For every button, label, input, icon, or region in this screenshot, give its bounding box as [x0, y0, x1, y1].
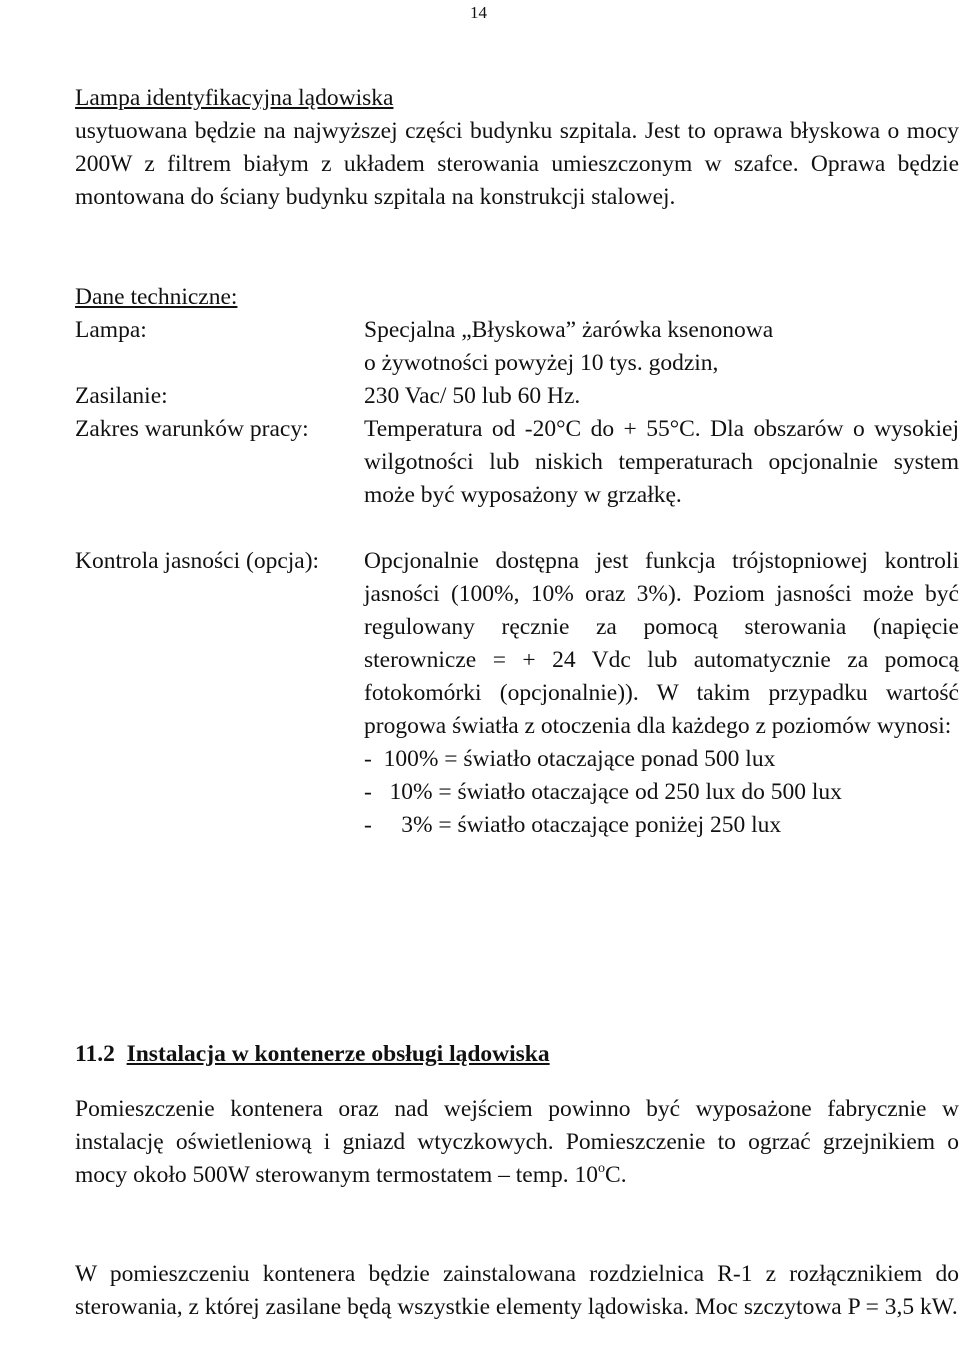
section-heading — [75, 1038, 959, 1071]
container-paragraph-1-end: C. — [605, 1162, 627, 1188]
section-number: 11.2 — [75, 1041, 115, 1067]
spec-label-zakres: Zakres warunków pracy: — [75, 416, 309, 442]
level-item-100: - 100% = światło otaczające ponad 500 lux — [364, 746, 776, 772]
tech-data-title: Dane techniczne: — [75, 284, 238, 310]
spec-value-kontrola — [364, 545, 959, 842]
spec-value-lampa-line1: Specjalna „Błyskowa” żarówka ksenonowa — [364, 317, 774, 343]
level-item-10: - 10% = światło otaczające od 250 lux do 500 lux — [364, 779, 842, 805]
spec-value-zakres: Temperatura od -20°C do + 55°C. Dla obszarów o wysokiej wilgotności lub niskich temperaturach opcjonalnie system może być wyposażony w grzałkę. — [364, 416, 959, 508]
spec-label-zasilanie: Zasilanie: — [75, 383, 168, 409]
level-item-3: - 3% = światło otaczające poniżej 250 lux — [364, 812, 782, 838]
spec-label-kontrola: Kontrola jasności (opcja): — [75, 548, 320, 574]
spec-value-lampa-line2: o żywotności powyżej 10 tys. godzin, — [364, 350, 719, 376]
degree-superscript: o — [598, 1161, 606, 1176]
spec-value-zasilanie: 230 Vac/ 50 lub 60 Hz. — [364, 383, 581, 409]
lamp-section-title: Lampa identyfikacyjna lądowiska — [75, 85, 394, 111]
spec-label-lampa: Lampa: — [75, 317, 147, 343]
section-title: Instalacja w kontenerze obsługi lądowiska — [126, 1041, 550, 1067]
page-number: 14 — [470, 3, 487, 22]
container-paragraph-1 — [75, 1093, 959, 1192]
container-paragraph-2: W pomieszczeniu kontenera będzie zainstalowana rozdzielnica R-1 z rozłącznikiem do sterowania, z której zasilane będą wszystkie elementy lądowiska. Moc szczytowa P = 3,5 kW. — [75, 1261, 959, 1320]
container-paragraph-1-text: Pomieszczenie kontenera oraz nad wejściem powinno być wyposażone fabrycznie w instalację oświetleniową i gniazd wtyczkowych. Pomieszczenie to ogrzać grzejnikiem o mocy około 500W sterowanym termostatem – temp. 10 — [75, 1096, 959, 1188]
spec-value-lampa — [364, 314, 959, 380]
spec-value-kontrola-text: Opcjonalnie dostępna jest funkcja trójstopniowej kontroli jasności (100%, 10% oraz 3%). Poziom jasności może być regulowany ręcznie za pomocą sterowania (napięcie sterownicze = + 24 Vdc lub automatycznie za pomocą fotokomórki (opcjonalnie)). W takim przypadku wartość progowa światła z otoczenia dla każdego z poziomów wynosi: — [364, 548, 959, 739]
lamp-intro-paragraph: usytuowana będzie na najwyższej części budynku szpitala. Jest to oprawa błyskowa o mocy 200W z filtrem białym z układem sterowania umieszczonym w szafce. Oprawa będzie montowana do ściany budynku szpitala na konstrukcji stalowej. — [75, 118, 959, 210]
